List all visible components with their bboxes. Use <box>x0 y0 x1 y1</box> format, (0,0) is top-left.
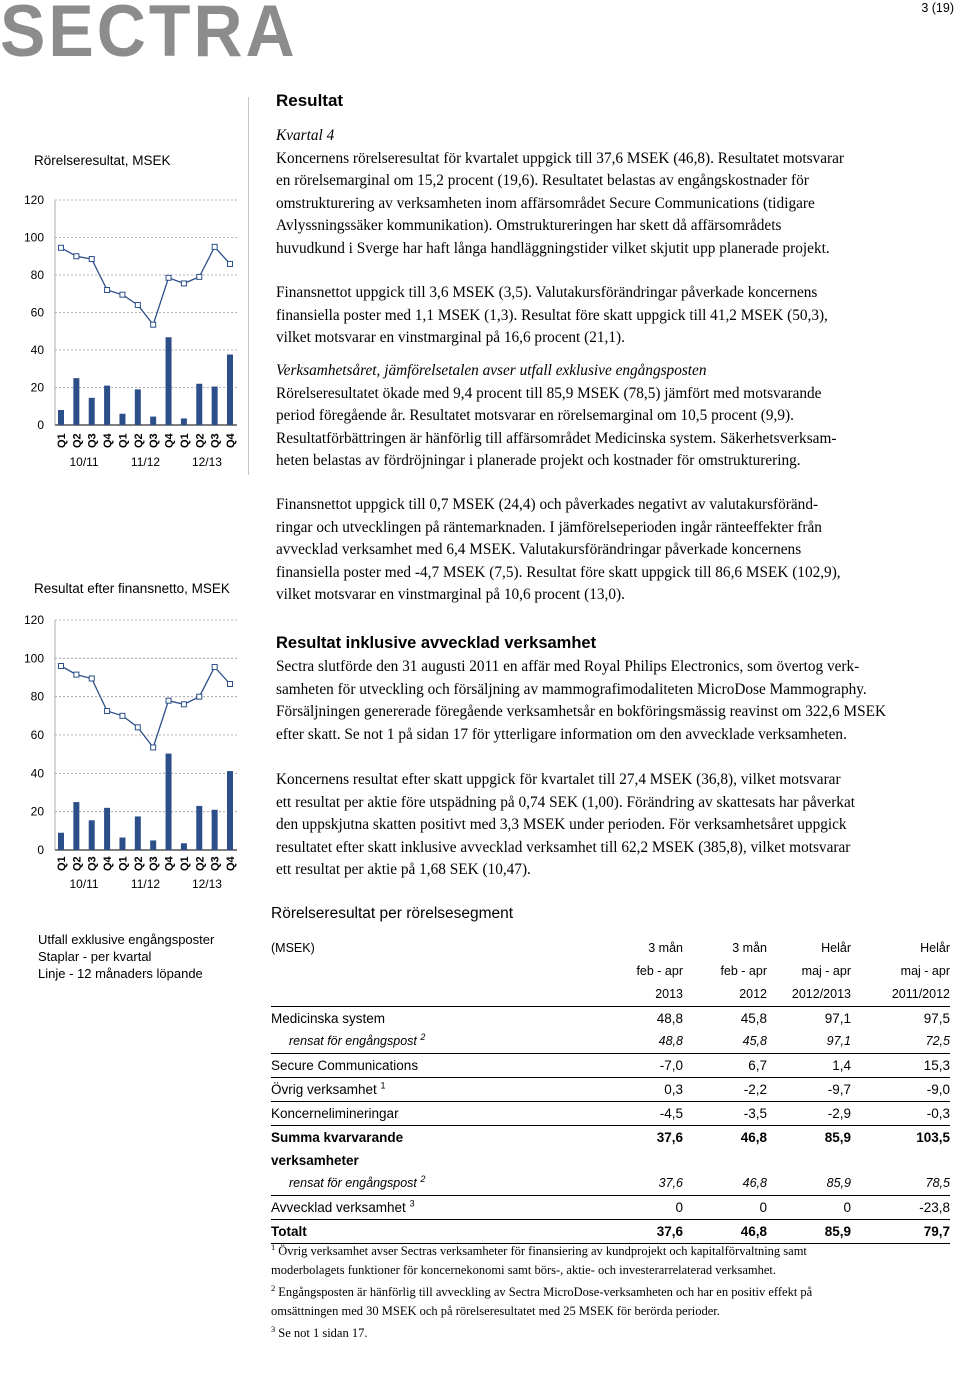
table-cell-value: -7,0 <box>603 1054 683 1078</box>
text-line: Linje - 12 månaders löpande <box>38 966 203 981</box>
bar <box>166 337 172 425</box>
line-point <box>135 725 140 730</box>
line-point <box>89 676 94 681</box>
bar <box>104 808 110 850</box>
table-cell-value: 48,8 <box>658 1034 683 1048</box>
table-row <box>271 1054 950 1078</box>
line-point <box>228 261 233 266</box>
y-tick-label: 100 <box>23 651 44 666</box>
table-cell-value: -9,7 <box>767 1078 851 1102</box>
bar <box>89 820 95 850</box>
y-tick-label: 100 <box>23 230 44 245</box>
row-label <box>271 1172 603 1196</box>
x-tick-label: Q2 <box>132 856 145 871</box>
column-header-label: (MSEK) <box>271 941 315 955</box>
bar <box>150 417 156 425</box>
text-line: Staplar - per kvartal <box>38 949 152 964</box>
table-row <box>271 1220 950 1244</box>
table-cell-value: 85,9 <box>826 1176 851 1190</box>
footnote-reference: 2 <box>420 1173 426 1184</box>
operating-profit-chart <box>0 140 250 480</box>
footnote-text: Se not 1 sidan 17. <box>278 1326 368 1340</box>
y-tick-label: 60 <box>30 305 44 320</box>
bar <box>58 410 64 425</box>
y-tick-label: 120 <box>23 193 44 207</box>
x-tick-label: Q3 <box>209 856 222 871</box>
text-line: Koncernens rörelseresultat för kvartalet uppgick till 37,6 MSEK (46,8). Resultatet motsvarar <box>276 149 844 167</box>
bar <box>58 833 64 850</box>
line-point <box>212 664 217 669</box>
column-header: Helår <box>821 941 851 955</box>
line-point <box>151 745 156 750</box>
x-group-label: 11/12 <box>130 455 161 469</box>
year-section <box>276 360 956 473</box>
table-row <box>271 1030 950 1054</box>
text-line: Resultatförbättringen är hänförlig till affärsområdet Medicinska system. Säkerhetsverksam- <box>276 429 837 447</box>
table-cell-value: 0,3 <box>603 1078 683 1102</box>
footnote-line <box>271 1242 956 1261</box>
table-cell-value: 37,6 <box>603 1126 683 1173</box>
text-line: finansiella poster med 1,1 MSEK (1,3). Resultat före skatt uppgick till 41,2 MSEK (50,3), <box>276 306 828 324</box>
text-line: avvecklad verksamhet med 6,4 MSEK. Valutakursförändringar påverkade koncernens <box>276 541 802 558</box>
x-tick-label: Q1 <box>56 856 68 871</box>
table-title: Rörelseresultat per rörelsesegment <box>271 905 514 922</box>
bar <box>150 840 156 850</box>
table-header-row <box>271 983 950 1007</box>
row-label-text: Summa kvarvarande verksamheter <box>271 1130 404 1168</box>
x-group-label: 12/13 <box>191 877 222 891</box>
column-header-label <box>271 960 603 983</box>
table-cell-value: 46,8 <box>683 1220 767 1244</box>
line-point <box>105 709 110 714</box>
line-point <box>228 682 233 687</box>
text-line: vilket motsvarar en vinstmarginal på 16,6 procent (21,1). <box>276 329 625 346</box>
table-cell-value: 97,1 <box>824 1011 851 1026</box>
table-cell-value: 46,8 <box>742 1176 767 1190</box>
line-point <box>197 274 202 279</box>
footnote-reference: 3 <box>409 1198 415 1209</box>
subheading-quarter: Kvartal 4 <box>276 127 335 144</box>
x-group-label: 10/11 <box>69 455 99 469</box>
table-row <box>271 1172 950 1196</box>
text-line: Finansnettot uppgick till 0,7 MSEK (24,4) och påverkades negativt av valutakursföränd- <box>276 496 819 513</box>
table-header-row <box>271 937 950 960</box>
page-number: 3 (19) <box>921 1 954 15</box>
table-header-row <box>271 960 950 983</box>
x-tick-label: Q4 <box>225 856 238 871</box>
bar <box>89 398 95 425</box>
y-tick-label: 20 <box>30 380 44 395</box>
text-line: en rörelsemarginal om 15,2 procent (19,6). Resultatet belastas av engångskostnader för <box>276 172 809 189</box>
sectra-logo: SECTRA <box>0 0 298 73</box>
table-cell-value: 97,5 <box>923 1011 950 1026</box>
footnote <box>271 1324 956 1343</box>
y-tick-label: 0 <box>37 418 44 432</box>
bar <box>227 355 233 426</box>
footnote <box>271 1242 956 1279</box>
table-cell-value: 79,7 <box>851 1220 950 1244</box>
bar <box>119 414 125 425</box>
line-point <box>105 288 110 293</box>
paragraph <box>276 494 956 607</box>
bar <box>119 838 125 850</box>
chart-divider <box>248 97 249 475</box>
x-tick-label: Q2 <box>132 433 145 448</box>
y-tick-label: 120 <box>23 613 44 627</box>
x-tick-label: Q3 <box>148 433 161 448</box>
table-cell-value: 37,6 <box>658 1176 683 1190</box>
table-cell-value: 6,7 <box>683 1054 767 1078</box>
column-header: 2012 <box>683 983 767 1007</box>
table-row <box>271 1007 950 1031</box>
line-point <box>59 245 64 250</box>
row-label-text: Övrig verksamhet <box>271 1082 377 1097</box>
line-point <box>181 702 186 707</box>
table-cell-value: 45,8 <box>742 1034 767 1048</box>
row-label <box>271 1007 603 1031</box>
paragraph <box>276 769 956 882</box>
quarter-section <box>276 125 956 260</box>
x-tick-label: Q1 <box>117 856 130 871</box>
row-label-text: Totalt <box>271 1224 307 1239</box>
column-header: maj - apr <box>900 964 950 978</box>
table-cell-value: -9,0 <box>851 1078 950 1102</box>
x-tick-label: Q1 <box>117 433 130 448</box>
line-point <box>74 672 79 677</box>
column-header: 2012/2013 <box>767 983 851 1007</box>
row-label-text: rensat för engångspost <box>289 1176 417 1190</box>
row-label <box>271 1078 603 1102</box>
line-point <box>135 303 140 308</box>
text-line: resultatet efter skatt inklusive avvecklad verksamhet till 62,2 MSEK (385,8), vilket motsvarar <box>276 838 851 856</box>
column-header: 3 mån <box>732 941 767 955</box>
line-point <box>212 244 217 249</box>
text-line: heten belastas av fördröjningar i planerade projekt och kostnader för omstrukturering. <box>276 452 801 469</box>
text-line: vilket motsvarar en vinstmarginal på 10,6 procent (13,0). <box>276 586 625 603</box>
text-line: ringar och utvecklingen på räntemarknaden. I jämförelseperioden ingår ränteeffekter från <box>276 518 822 536</box>
column-header: maj - apr <box>801 964 851 978</box>
chart-title-profit-after-financial: Resultat efter finansnetto, MSEK <box>34 581 230 596</box>
profit-after-financial-net-chart <box>0 565 250 895</box>
x-tick-label: Q2 <box>71 856 84 871</box>
row-label-text: rensat för engångspost <box>289 1034 417 1048</box>
table-body <box>271 1007 950 1244</box>
x-tick-label: Q2 <box>71 433 84 448</box>
text-line: Utfall exklusive engångsposter <box>38 932 215 947</box>
text-line: samheten för utveckling och försäljning av mammografimodaliteten MicroDose Mammography. <box>276 680 867 698</box>
x-tick-label: Q4 <box>163 856 176 871</box>
text-line: den uppskjutna skatten positivt med 3,3 MSEK under perioden. För verksamhetsåret uppgick <box>276 816 847 833</box>
table-cell-value: 85,9 <box>767 1220 851 1244</box>
y-tick-label: 40 <box>30 343 44 357</box>
row-label-text: Medicinska system <box>271 1011 386 1026</box>
table-cell-value: 0 <box>767 1196 851 1220</box>
x-tick-label: Q3 <box>86 856 99 871</box>
table-cell-value: 48,8 <box>656 1011 683 1026</box>
line-point <box>74 254 79 259</box>
text-line: huvudkund i Sverge har haft långa handläggningstider vilket skjutit upp planerade projekt. <box>276 239 830 257</box>
footnote-text: omsättningen med 30 MSEK och på rörelseresultatet med 25 MSEK för berörda perioder. <box>271 1303 720 1318</box>
section-title: Resultat <box>276 91 344 110</box>
x-tick-label: Q4 <box>225 433 238 448</box>
table-cell-value: -3,5 <box>683 1102 767 1126</box>
bar <box>73 802 79 850</box>
text-line: Rörelseresultatet ökade med 9,4 procent till 85,9 MSEK (78,5) jämfört med motsvarande <box>276 384 822 402</box>
row-label-text: Secure Communications <box>271 1058 419 1073</box>
text-line: Försäljningen genererade föregående verksamhetsår en bokföringsmässig reavinst om 322,6 MSEK <box>276 703 887 720</box>
table-cell-value: -2,2 <box>683 1078 767 1102</box>
line-point <box>181 281 186 286</box>
footnote-line <box>271 1302 956 1321</box>
line-point <box>166 275 171 280</box>
line-point <box>59 664 64 669</box>
x-tick-label: Q2 <box>194 433 207 448</box>
bar <box>196 384 202 425</box>
text-line: ett resultat per aktie före utspädning på 0,74 SEK (1,00). Förändring av skattesats har påverkat <box>276 793 855 811</box>
bar <box>227 771 233 850</box>
x-group-label: 11/12 <box>130 877 161 891</box>
x-tick-label: Q3 <box>86 433 99 448</box>
bar <box>181 843 187 850</box>
text-line: Koncernens resultat efter skatt uppgick för kvartalet till 27,4 MSEK (36,8), vilket motsvarar <box>276 771 841 788</box>
table-cell-value: 15,3 <box>851 1054 950 1078</box>
x-tick-label: Q3 <box>209 433 222 448</box>
x-tick-label: Q1 <box>178 433 191 448</box>
text-line: Sectra slutförde den 31 augusti 2011 en affär med Royal Philips Electronics, som övertog verk- <box>276 658 860 675</box>
bar <box>135 816 141 850</box>
column-header: feb - apr <box>720 964 767 978</box>
column-header: 2011/2012 <box>851 983 950 1007</box>
x-tick-label: Q2 <box>194 856 207 871</box>
bar <box>73 378 79 425</box>
column-header: feb - apr <box>636 964 683 978</box>
text-line: Avlyssningssäker kommunikation). Omstruktureringen har skett då affärsområdets <box>276 217 782 234</box>
table-cell-value: 0 <box>683 1196 767 1220</box>
table-row <box>271 1126 950 1173</box>
footnote <box>271 1283 956 1320</box>
table-cell-value: -2,9 <box>767 1102 851 1126</box>
bar <box>181 418 187 425</box>
x-group-label: 12/13 <box>191 455 222 469</box>
table-cell-value: -0,3 <box>851 1102 950 1126</box>
text-line: finansiella poster med -4,7 MSEK (7,5). Resultat före skatt uppgick till 86,6 MSEK (102,9), <box>276 563 841 581</box>
paragraph <box>276 383 956 473</box>
line-point <box>120 713 125 718</box>
row-label <box>271 1030 603 1054</box>
chart-notes <box>38 931 214 982</box>
series-line <box>61 247 230 325</box>
footnote-mark: 1 <box>271 1242 276 1252</box>
table-row <box>271 1196 950 1220</box>
bar <box>212 810 218 850</box>
footnote-reference: 2 <box>420 1031 426 1042</box>
row-label <box>271 1102 603 1126</box>
text-line: Finansnettot uppgick till 3,6 MSEK (3,5). Valutakursförändringar påverkade koncernens <box>276 284 818 301</box>
row-label <box>271 1196 603 1220</box>
table-cell-value: -23,8 <box>851 1196 950 1220</box>
bar <box>196 806 202 850</box>
subheading-discontinued: Resultat inklusive avvecklad verksamhet <box>276 634 597 652</box>
y-tick-label: 40 <box>30 766 44 781</box>
x-tick-label: Q4 <box>163 433 176 448</box>
row-label-text: Koncernelimineringar <box>271 1106 399 1121</box>
table-cell-value: 0 <box>603 1196 683 1220</box>
text-line: period föregående år. Resultatet motsvarar en rörelsemarginal om 10,5 procent (9,9). <box>276 407 794 424</box>
table-cell-value: 37,6 <box>603 1220 683 1244</box>
table-cell-value: 78,5 <box>925 1176 950 1190</box>
paragraph <box>276 656 956 746</box>
bar <box>135 389 141 425</box>
footnote-text: Övrig verksamhet avser Sectras verksamheter för finansiering av kundprojekt och kapitalförvaltning samt <box>278 1244 807 1258</box>
paragraph <box>276 282 956 350</box>
line-point <box>166 698 171 703</box>
column-header: Helår <box>920 941 950 955</box>
line-point <box>89 257 94 262</box>
table-row <box>271 1102 950 1126</box>
text-line: omstrukturering av verksamheten inom affärsområdet Secure Communications (tidigare <box>276 194 815 212</box>
paragraph <box>276 148 956 261</box>
table-cell-value: 85,9 <box>767 1126 851 1173</box>
x-tick-label: Q3 <box>148 856 161 871</box>
table-cell-value: 46,8 <box>683 1126 767 1173</box>
footnote-mark: 3 <box>271 1324 276 1334</box>
line-point <box>120 292 125 297</box>
column-header: 2013 <box>603 983 683 1007</box>
y-tick-label: 60 <box>30 728 44 742</box>
bar <box>166 754 172 850</box>
table-cell-value: 72,5 <box>925 1034 950 1048</box>
row-label <box>271 1220 603 1244</box>
table-row <box>271 1078 950 1102</box>
footnote-line <box>271 1283 956 1302</box>
segment-table <box>271 937 950 1244</box>
column-header: 3 mån <box>648 941 683 955</box>
row-label <box>271 1054 603 1078</box>
y-tick-label: 80 <box>30 268 44 282</box>
footnote-reference: 1 <box>380 1080 386 1091</box>
footnote-mark: 2 <box>271 1283 276 1293</box>
x-tick-label: Q1 <box>178 856 191 871</box>
footnote-text: Engångsposten är hänförlig till avveckling av Sectra MicroDose-verksamheten och har en positiv effekt på <box>278 1285 813 1299</box>
y-tick-label: 20 <box>30 804 44 819</box>
line-point <box>151 322 156 327</box>
footnote-line <box>271 1324 956 1343</box>
x-group-label: 10/11 <box>69 877 99 891</box>
x-tick-label: Q4 <box>102 433 115 448</box>
footnote-line <box>271 1261 956 1280</box>
y-tick-label: 0 <box>37 843 44 857</box>
footnote-text: moderbolagets funktioner för koncernekonomi samt börs-, aktie- och investerarrelaterad verksamhet. <box>271 1262 777 1277</box>
table-cell-value: 103,5 <box>851 1126 950 1173</box>
text-line: efter skatt. Se not 1 på sidan 17 för ytterligare information om den avvecklade verksamheten. <box>276 725 847 743</box>
column-header-label <box>271 983 603 1007</box>
chart-title-operating-profit: Rörelseresultat, MSEK <box>34 153 171 168</box>
table-cell-value: 1,4 <box>767 1054 851 1078</box>
x-tick-label: Q4 <box>102 856 115 871</box>
table-header <box>271 937 950 1007</box>
table-cell-value: -4,5 <box>603 1102 683 1126</box>
table-cell-value: 97,1 <box>826 1034 851 1048</box>
text-line: ett resultat per aktie på 1,68 SEK (10,47). <box>276 861 531 878</box>
bar <box>104 386 110 425</box>
row-label-text: Avvecklad verksamhet <box>271 1200 406 1215</box>
subheading-year: Verksamhetsåret, jämförelsetalen avser utfall exklusive engångsposten <box>276 362 707 379</box>
line-point <box>197 694 202 699</box>
bar <box>212 387 218 425</box>
y-tick-label: 80 <box>30 689 44 704</box>
row-label <box>271 1126 603 1173</box>
table-cell-value: 45,8 <box>740 1011 767 1026</box>
x-tick-label: Q1 <box>56 433 68 448</box>
